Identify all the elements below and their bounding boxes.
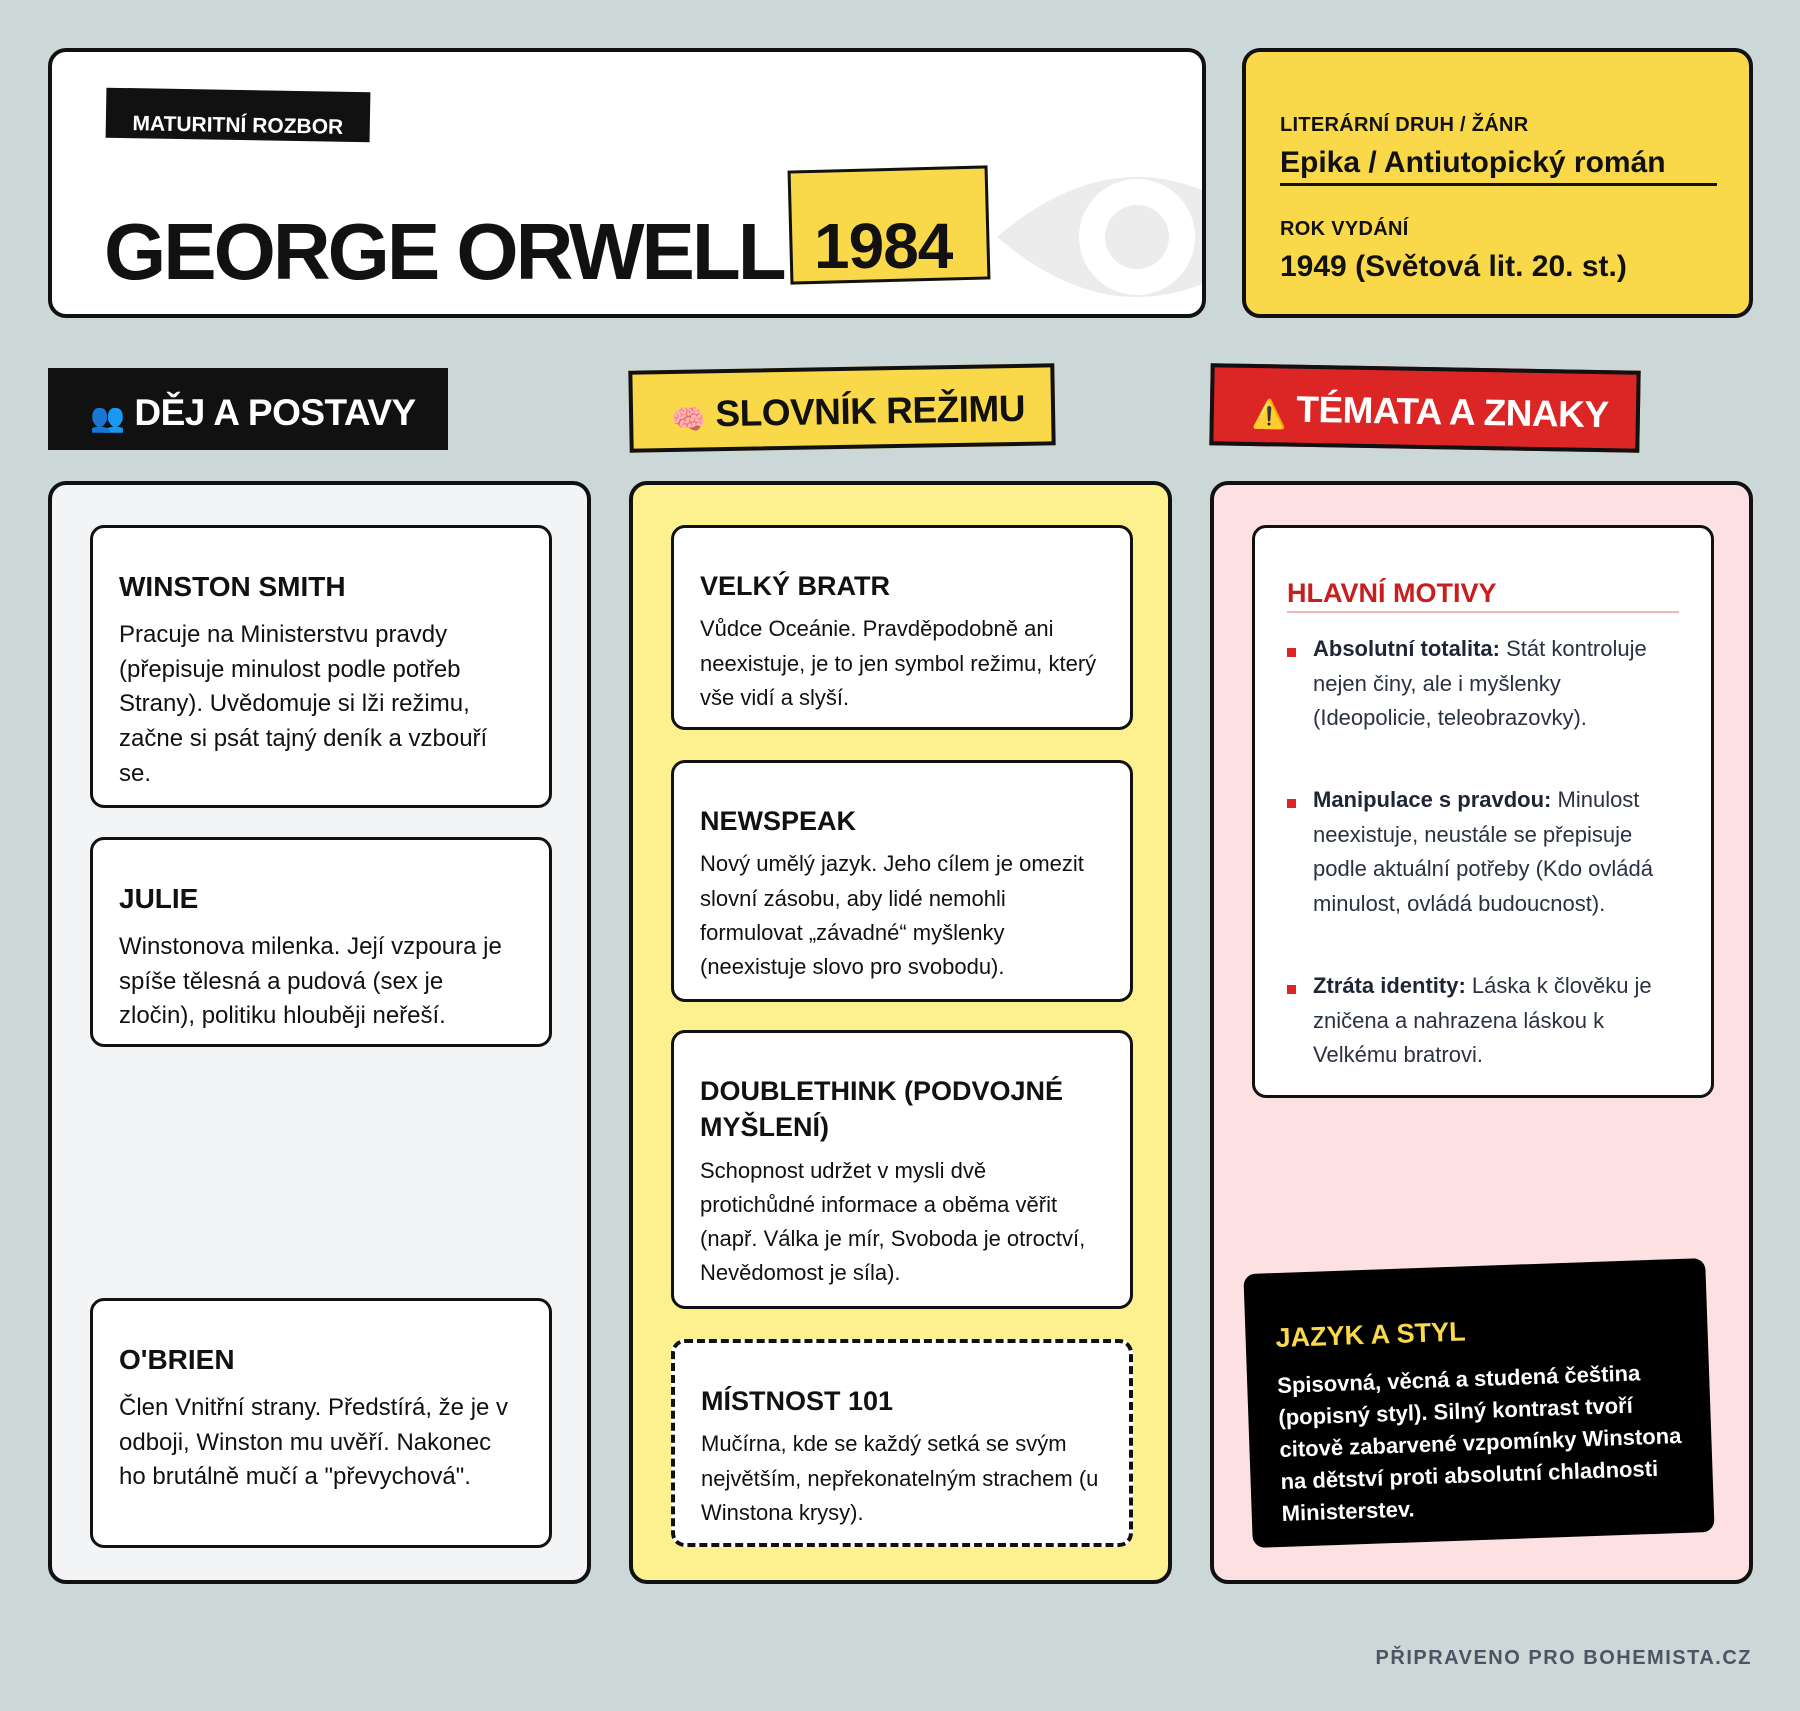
vocab-card [671, 1030, 1133, 1309]
motifs-card [1252, 525, 1714, 1098]
bullet-icon [1287, 648, 1296, 657]
author-title: GEORGE ORWELL [104, 207, 784, 296]
vocab-term: VELKÝ BRATR [700, 571, 891, 601]
character-desc: Člen Vnitřní strany. Předstírá, že je v odboji, Winston mu uvěří. Nakonec ho brutálně mučí a "převychová". [119, 1393, 509, 1491]
motif-label: Absolutní totalita: [1313, 636, 1500, 661]
genre-underline [1280, 183, 1717, 186]
column-header-plot [48, 368, 448, 450]
style-text: Spisovná, věcná a studená čeština (popisný styl). Silný kontrast tvoří citově zabarvené vzpomínky Winstona na dětství proti absolutní chladnosti Ministerstev. [1276, 1360, 1682, 1526]
info-card [1242, 48, 1753, 318]
vocab-desc: Mučírna, kde se každý setká se svým největším, nepřekonatelným strachem (u Winstona krysy). [701, 1431, 1099, 1525]
people-icon: 👥 [90, 402, 125, 433]
column-header-themes [1209, 363, 1640, 452]
character-card [90, 1298, 552, 1548]
title-card [48, 48, 1206, 318]
book-title: 1984 [814, 210, 953, 282]
motif-item [1287, 632, 1677, 736]
motif-text: Stát kontroluje nejen činy, ale i myšlenky (Ideopolicie, teleobrazovky). [1313, 636, 1647, 731]
column-title-vocab: SLOVNÍK REŽIMU [715, 387, 1026, 435]
warning-icon: ⚠️ [1251, 397, 1287, 430]
character-name: O'BRIEN [119, 1344, 235, 1375]
vocab-term: DOUBLETHINK (PODVOJNÉ MYŠLENÍ) [700, 1076, 1064, 1143]
genre-label: LITERÁRNÍ DRUH / ŽÁNR [1280, 114, 1529, 136]
motif-text: Minulost neexistuje, neustále se přepisuje podle aktuální potřeby (Kdo ovládá minulost, ovládá budoucnost). [1313, 787, 1654, 916]
motif-item [1287, 969, 1677, 1073]
motif-label: Ztráta identity: [1313, 973, 1466, 998]
badge-maturitni-rozbor: MATURITNÍ ROZBOR [106, 88, 371, 143]
motif-text: Láska k člověku je zničena a nahrazena láskou k Velkému bratrovi. [1313, 973, 1652, 1068]
character-desc: Winstonova milenka. Její vzpoura je spíše tělesná a pudová (sex je zločin), politiku hlouběji neřeší. [119, 932, 502, 1030]
character-card [90, 837, 552, 1047]
character-name: WINSTON SMITH [119, 571, 346, 602]
style-title: JAZYK A STYL [1275, 1316, 1467, 1354]
column-header-vocab [628, 363, 1055, 452]
vocab-desc: Nový umělý jazyk. Jeho cílem je omezit slovní zásobu, aby lidé nemohli formulovat „závadné“ myšlenky (neexistuje slovo pro svobodu). [700, 851, 1084, 979]
character-card [90, 525, 552, 808]
vocab-card [671, 760, 1133, 1002]
motifs-title: HLAVNÍ MOTIVY [1287, 578, 1679, 613]
column-title-plot: DĚJ A POSTAVY [134, 392, 416, 433]
vocab-term: NEWSPEAK [700, 806, 857, 836]
motif-label: Manipulace s pravdou: [1313, 787, 1552, 812]
column-title-themes: TÉMATA A ZNAKY [1295, 388, 1609, 436]
published-label: ROK VYDÁNÍ [1280, 218, 1409, 240]
vocab-desc: Schopnost udržet v mysli dvě protichůdné informace a oběma věřit (např. Válka je mír, Svoboda je otroctví, Nevědomost je síla). [700, 1157, 1086, 1286]
bullet-icon [1287, 799, 1296, 808]
characters-panel [48, 481, 591, 1584]
footer-credit: PŘIPRAVENO PRO BOHEMISTA.CZ [1375, 1647, 1752, 1669]
character-desc: Pracuje na Ministerstvu pravdy (přepisuje minulost podle potřeb Strany). Uvědomuje si lži režimu, začne si psát tajný deník a vzbouří se. [119, 620, 488, 787]
vocab-term: MÍSTNOST 101 [701, 1386, 894, 1416]
vocab-desc: Vůdce Oceánie. Pravděpodobně ani neexistuje, je to jen symbol režimu, který vše vidí a slyší. [700, 616, 1097, 710]
bullet-icon [1287, 985, 1296, 994]
published-value: 1949 (Světová lit. 20. st.) [1280, 250, 1627, 283]
vocab-card [671, 525, 1133, 730]
motif-item [1287, 783, 1677, 921]
eye-icon [987, 127, 1206, 318]
vocab-card-highlight [671, 1339, 1133, 1547]
genre-value: Epika / Antiutopický román [1280, 146, 1666, 179]
vocabulary-panel [629, 481, 1172, 1584]
language-style-card [1243, 1258, 1714, 1548]
brain-icon: 🧠 [670, 403, 706, 435]
character-name: JULIE [119, 883, 199, 914]
